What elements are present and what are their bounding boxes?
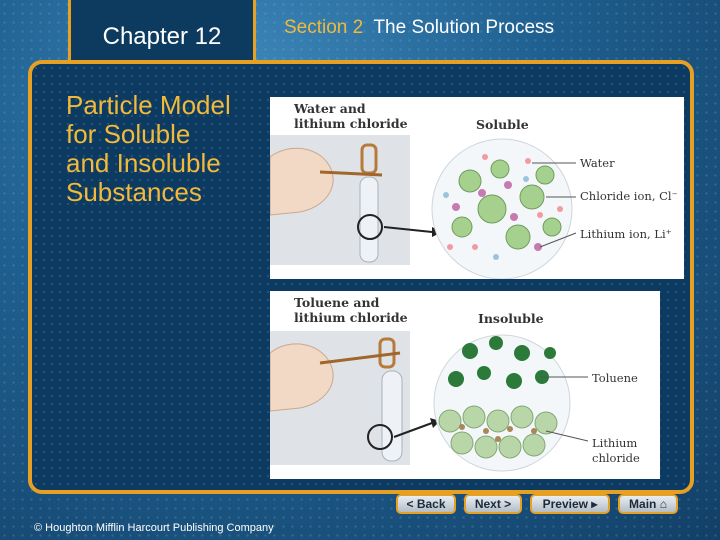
insoluble-caption [294, 295, 408, 325]
back-button[interactable]: < Back [396, 494, 456, 514]
insoluble-figure [270, 291, 660, 479]
copyright-notice: © Houghton Mifflin Harcourt Publishing Company [34, 522, 274, 534]
slide-title-line: and Insoluble [66, 148, 221, 178]
slide-title-line: Particle Model [66, 90, 231, 120]
slide-title [66, 91, 266, 207]
home-icon: ⌂ [659, 497, 667, 511]
soluble-heading: Soluble [476, 117, 529, 132]
next-button[interactable]: Next > [464, 494, 522, 514]
caption-line: lithium chloride [294, 310, 408, 325]
label-line: Lithium [592, 436, 638, 450]
chloride-label: Chloride ion, Cl⁻ [580, 189, 678, 203]
lithium-chloride-label [592, 436, 640, 466]
main-button[interactable] [618, 494, 678, 514]
caption-line: Toluene and [294, 295, 380, 310]
main-label: Main [629, 497, 657, 511]
soluble-caption [294, 101, 408, 131]
insoluble-heading: Insoluble [478, 311, 544, 326]
section-number: Section 2 [284, 17, 364, 38]
label-line: chloride [592, 451, 640, 465]
preview-arrow-icon: ▸ [591, 497, 598, 511]
toluene-label: Toluene [592, 371, 638, 385]
water-label: Water [580, 156, 615, 170]
section-heading [284, 17, 554, 39]
preview-label: Preview [542, 497, 588, 511]
preview-button[interactable] [530, 494, 610, 514]
slide-title-line: Substances [66, 177, 202, 207]
caption-line: lithium chloride [294, 116, 408, 131]
test-tube [360, 177, 378, 262]
chapter-label: Chapter 12 [102, 23, 222, 50]
lithium-label: Lithium ion, Li⁺ [580, 227, 672, 241]
caption-line: Water and [294, 101, 366, 116]
section-title: The Solution Process [373, 17, 555, 38]
soluble-figure [270, 97, 684, 279]
slide-title-line: for Soluble [66, 119, 191, 149]
